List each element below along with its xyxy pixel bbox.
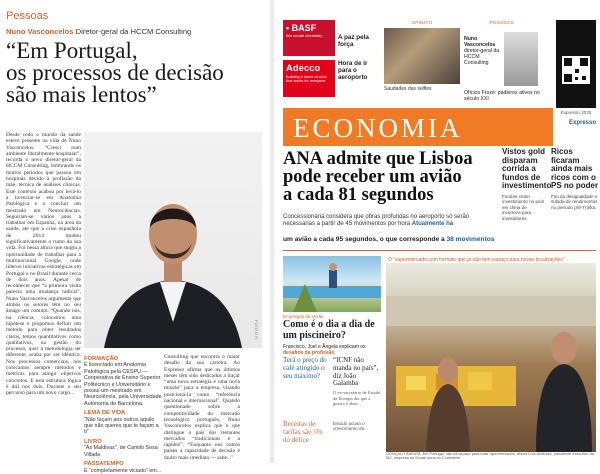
pessoas-photo bbox=[504, 32, 538, 86]
icnf-headline: “ICNF não manda no país”, diz João Galamba bbox=[333, 356, 379, 388]
byline bbox=[6, 27, 191, 36]
adecco-ad[interactable] bbox=[283, 60, 335, 97]
page-gutter bbox=[268, 0, 276, 463]
pessoas-name: Nuno Vasconcelos bbox=[464, 36, 496, 48]
pessoas-label: PESSOAS bbox=[489, 20, 515, 25]
lema-text: “Não façam aos outros aquilo que não queres que te façam a ti” bbox=[84, 416, 159, 436]
adecco-logo: Adecco bbox=[286, 63, 321, 74]
supermarket-photo bbox=[386, 256, 596, 452]
lema-heading: LEMA DE VIDA bbox=[84, 410, 126, 417]
lead-subhead-highlight: Atualmente há bbox=[411, 221, 454, 228]
lead-headline-line-2: pode receber um avião bbox=[283, 167, 462, 187]
icnf-teaser[interactable] bbox=[333, 357, 381, 406]
opiniao-teaser[interactable] bbox=[384, 20, 460, 106]
vistos-text: Fundos criam investimento no país em clima de incerteza para investidores. bbox=[502, 193, 545, 221]
lead-headline[interactable] bbox=[283, 150, 498, 204]
pessoas-role: diretor-geral da HCCM Consulting bbox=[464, 48, 500, 66]
profile-sidebar bbox=[84, 354, 162, 474]
pessoas-text bbox=[464, 36, 504, 66]
lead-headline-line-3: a cada 81 segundos bbox=[283, 185, 434, 205]
dia-kicker: Empregos de Verão bbox=[283, 314, 324, 319]
lead-subhead-2c: 38 movimentos bbox=[446, 236, 495, 243]
crowd-photo bbox=[384, 28, 460, 84]
receitas-teaser[interactable]: Receitas de tarifas são 5% do défice bbox=[283, 420, 323, 444]
left-page bbox=[0, 0, 268, 474]
livro-heading: LIVRO bbox=[84, 438, 102, 445]
small-teaser: Estudo acusa o crescimento de... bbox=[333, 421, 368, 432]
byline-name: Nuno Vasconcelos bbox=[6, 27, 74, 36]
formacao-heading: FORMAÇÃO bbox=[84, 356, 119, 362]
lead-subhead bbox=[283, 214, 498, 228]
pessoas-teaser[interactable] bbox=[464, 20, 540, 106]
dia-sub bbox=[283, 344, 381, 356]
portrait-photo bbox=[84, 132, 262, 348]
vistos-gold-story[interactable] bbox=[502, 147, 552, 221]
lead-subhead-2b: , o que corresponde a bbox=[376, 236, 447, 243]
lead-subhead-text: Concessionária considera que obras profundas no aeroporto só serão necessárias a partir de 45 movimentos por hora bbox=[283, 214, 470, 228]
headline-line-1: “Em Portugal, bbox=[6, 38, 138, 63]
photo-footnote: GONÇALO BARATA: Em Portugal, não há espaço para mais hipermercados, afirma Luís Abrantes, presidente executivo da MC, empresa do Sonae dona do Continente. bbox=[386, 452, 594, 461]
article-headline bbox=[6, 40, 264, 106]
adecco-tagline: Building a future of work that works for everyone bbox=[286, 75, 327, 83]
qr-code-ad[interactable] bbox=[556, 20, 596, 108]
teaser-paz[interactable]: A paz pela força bbox=[338, 34, 369, 48]
dia-sub-b: desafios da profissão bbox=[283, 350, 335, 356]
section-divider bbox=[283, 250, 596, 251]
photo-credit: FOTO D.R. bbox=[254, 319, 259, 340]
pessoas-odi: Ofícios Frozé: padeiros ativos no século XXI bbox=[464, 90, 540, 102]
headline-line-2: os processos de decisão bbox=[6, 60, 224, 85]
brand-logo: Expresso bbox=[568, 120, 596, 126]
supermarket-caption: O “supermercado com formato que já não tem espaço para novas localizações” bbox=[386, 256, 596, 263]
headline-line-3: são mais lentos” bbox=[6, 82, 157, 107]
dia-sub-a: Francisco, Joel e Ângela explicam os bbox=[283, 344, 366, 350]
cafe-teaser[interactable]: Terá o preço do café atingido o seu máximo? bbox=[283, 356, 327, 380]
body-text-1: Desde cedo o mundo da saúde esteve presente na vida de Nuno Vasconcelos. “Cresci num ambiente literalmente hospitalar”, recorda o novo diretor-geral da HCCM Consulting, lembrando os muitos períodos que passou em hospitais devido à profissão da mãe, técnica de análises clínicas. Este contexto acabou por levá-lo a licenciar-se em Anatomia Patológica e a concluir um mestrado em Neurociências. Seguiram-se vários anos a trabalhar em Espanha, na área da saúde, até que a crise espanhola de 2014 mudou significativamente o rumo da sua vida. Foi nessa altura que surgiu a oportunidade de trabalhar para a multinacional Google, onde liderou iniciativas estratégicas em Portugal e no Brasil durante cerca de dois anos. Apesar de reconhecer que “a primeira visita parecia uma mudança radical”, Nuno Vasconcelos argumenta que ambos os setores têm no seu âmago um comum. “Quando nós, na ciência, colocamos uma hipótese e propomos definir um método para obter resultados claros, temos quantitativos como qualitativos, na gestão do processo, quer a metodologia ser diferente, acaba por ser idêntico. Nos processos comerciais, nós colocamos sempre métodos e métricas para atingir objetivos concretos. E esta estrutura lógica é útil nos dois. Durante o seu percurso para um novo cargo... bbox=[6, 132, 81, 397]
dia-headline[interactable]: Como é o dia a dia de um piscineiro? bbox=[283, 319, 375, 341]
pool-photo bbox=[283, 256, 381, 312]
ricos-text: Fim da desigualdade e subida de rendimentos no período pré-Troika. bbox=[551, 193, 598, 210]
opiniao-caption: Saudades das selfies bbox=[384, 86, 432, 92]
ricos-headline: Ricos ficaram ainda mais ricos com o PS no poder bbox=[551, 147, 599, 191]
basf-ad[interactable] bbox=[283, 20, 335, 56]
passatempo-heading: PASSATEMPO bbox=[84, 461, 124, 468]
lead-subhead-2 bbox=[283, 236, 498, 243]
body-text-3: Consulting que encontra o maior desafio da sua carreira. Ao Expresso afirma que os últimos meses têm sido dedicados a traçar “uma nova estratégia e uma nova missão” para a empresa, visando posicioná-la como “referência nacional e internacional”. Quando questionado sobre a competitividade do mercado tecnológico português, Nuno Vasconcelos explica que o que distingue o país dos restantes mercados “tradicionais é a rapidez”. “Enquanto nos outros países a capacidade de decisão é muito mais imediata — sabe...” bbox=[164, 354, 240, 461]
section-label: Pessoas bbox=[6, 10, 49, 22]
basf-tagline: We create chemistry bbox=[286, 33, 323, 38]
pool-figure bbox=[283, 256, 381, 312]
body-column-1 bbox=[6, 132, 81, 463]
body-column-3 bbox=[164, 354, 240, 463]
basf-logo: • BASF bbox=[286, 23, 317, 33]
ricos-story[interactable] bbox=[551, 148, 599, 210]
byline-role: Diretor-geral da HCCM Consulting bbox=[73, 27, 192, 36]
qr-code-icon bbox=[562, 56, 590, 84]
vistos-headline: Vistos gold disparam corrida a fundos de investimento bbox=[502, 147, 552, 191]
section-banner bbox=[283, 108, 553, 146]
opiniao-label: OPINIÃO bbox=[411, 20, 433, 25]
formacao-text: É licenciado em Anatomia Patológica pela CESPU — Cooperativa de Ensino Superior Politécnico e Universitário e possui um mestrado em Neurociência, pela Universidade Autónoma de Barcelona. bbox=[84, 362, 162, 407]
livro-text: “As Maldivas”, de Camilo Sosa Villada bbox=[84, 445, 158, 458]
passatempo-text: É “completamente viciado” em... bbox=[84, 467, 162, 474]
portrait-figure bbox=[84, 132, 262, 348]
lead-subhead-2a: um avião a cada 95 segundos bbox=[283, 236, 377, 243]
icnf-text: O ex-secretário de Estado da Energia diz que a guerra é abrir... bbox=[333, 390, 381, 406]
banner-title: ECONOMIA bbox=[293, 113, 463, 143]
supermarket-figure bbox=[386, 256, 596, 452]
right-page bbox=[276, 0, 600, 463]
teaser-aeroporto[interactable]: Hora de ir para o aeroporto bbox=[338, 60, 368, 81]
lead-headline-line-1: ANA admite que Lisboa bbox=[283, 149, 473, 169]
dateline: Expresso 2025 bbox=[560, 110, 592, 115]
